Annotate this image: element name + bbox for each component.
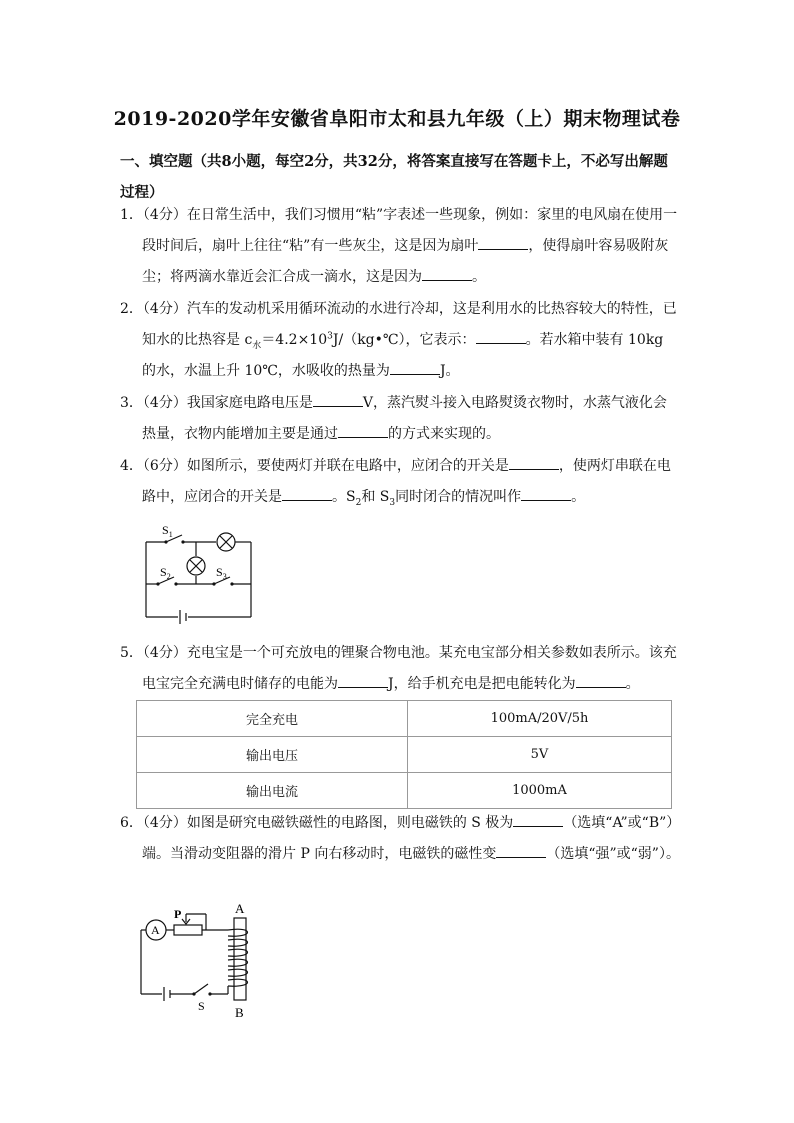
q4-sub-3: 3 — [389, 497, 396, 508]
q2-text-c: J/（kg•℃），它表示： — [332, 332, 476, 348]
power-bank-spec-table — [136, 700, 672, 809]
table-cell: 完全充电 — [137, 701, 408, 737]
q1-text-b: ，使得扇叶容易吸附灰尘；将两滴水靠近会汇合成一滴水，这是因为 — [142, 238, 669, 285]
q4-text-a: 4．（6分）如图所示，要使两灯并联在电路中，应闭合的开关是 — [120, 458, 509, 474]
q2-text-b: ＝4.2×10 — [261, 332, 328, 348]
q2-text-e: J。 — [439, 363, 460, 379]
parallel-series-circuit-diagram — [136, 520, 266, 625]
q4-text-f: 。 — [571, 489, 586, 505]
table-cell: 5V — [408, 737, 672, 773]
label-s2: $S_2$ — [160, 565, 171, 581]
q1-text-a: 1．（4分）在日常生活中，我们习惯用“粘”字表述一些现象，例如：家里的电风扇在使用一段时间后，扇叶上往往“粘”有一些灰尘，这是因为扇叶 — [120, 207, 678, 254]
q3-text-b: V，蒸汽熨斗接入电路熨烫衣物时，水蒸气液化会 — [362, 395, 667, 411]
q6-text-b: （选填“A”或“B”）端。当滑动变阻器的滑片 P 向右移动时，电磁铁的磁性变 — [142, 815, 674, 862]
table-cell: 1000mA — [408, 773, 672, 809]
q3-blank-1 — [313, 392, 363, 407]
label-s1: $S_1$ — [162, 523, 173, 539]
q5-text-b: J，给手机充电是把电能转化为 — [388, 676, 576, 692]
question-4 — [120, 451, 680, 513]
q4-blank-2 — [282, 486, 332, 501]
table-cell: 100mA/20V/5h — [408, 701, 672, 737]
label-s3: $S_3$ — [216, 565, 227, 581]
q5-text-c: 。 — [625, 676, 640, 692]
q1-text-c: 。 — [472, 269, 486, 285]
q4-blank-1 — [509, 455, 559, 470]
table-row — [137, 773, 672, 809]
switch-label-s: S — [198, 999, 205, 1013]
page-title: 2019-2020学年安徽省阜阳市太和县九年级（上）期末物理试卷 — [113, 108, 681, 130]
q6-blank-1 — [513, 812, 563, 827]
q4-sub-2: 2 — [355, 497, 362, 508]
question-2 — [120, 294, 680, 387]
question-5 — [120, 638, 680, 700]
slider-label-p: P — [174, 907, 182, 921]
pole-label-b: B — [235, 1005, 244, 1020]
q6-blank-2 — [496, 843, 546, 858]
q5-text-a: 5．（4分）充电宝是一个可充放电的锂聚合物电池。某充电宝部分相关参数如表所示。该充电宝完全充满电时储存的电能为 — [120, 645, 677, 692]
question-1 — [120, 200, 680, 293]
table-cell: 输出电压 — [137, 737, 408, 773]
q4-blank-3 — [521, 486, 571, 501]
q3-text-d: 的方式来实现的。 — [388, 426, 500, 442]
q4-text-b: ，使两灯串联在电路中，应闭合的开关是 — [142, 458, 671, 505]
q1-blank-2 — [422, 266, 472, 281]
q1-blank-1 — [478, 235, 528, 250]
electromagnet-circuit-diagram — [136, 900, 276, 1022]
q4-text-e: 同时闭合的情况叫作 — [395, 489, 522, 505]
section-heading: 一、填空题（共8小题，每空2分，共32分，将答案直接写在答题卡上，不必写出解题过程） — [120, 153, 668, 201]
table-row — [137, 737, 672, 773]
q3-blank-2 — [338, 423, 388, 438]
q2-text-d: 。若水箱中装有 10kg 的水，水温上升 10℃，水吸收的热量为 — [142, 332, 664, 379]
question-6 — [120, 808, 680, 870]
q2-blank-1 — [476, 329, 526, 344]
pole-label-a: A — [235, 901, 245, 916]
q2-sub-water: 水 — [252, 340, 262, 351]
q6-text-a: 6．（4分）如图是研究电磁铁磁性的电路图，则电磁铁的 S 极为 — [120, 815, 514, 831]
q5-blank-1 — [338, 673, 388, 688]
q4-text-c: 。S — [332, 489, 356, 505]
q3-text-c: 热量，衣物内能增加主要是通过 — [142, 426, 338, 442]
ammeter-label: A — [151, 923, 160, 937]
q2-blank-2 — [390, 360, 440, 375]
q6-text-c: （选填“强”或“弱”）。 — [546, 846, 680, 862]
q2-sup-3: 3 — [327, 331, 333, 342]
q5-blank-2 — [576, 673, 626, 688]
q2-text-a: 2．（4分）汽车的发动机采用循环流动的水进行冷却，这是利用水的比热容较大的特性，已知水的比热容是 c — [120, 301, 677, 348]
question-3 — [120, 388, 680, 450]
q3-text-a: 3．（4分）我国家庭电路电压是 — [120, 395, 313, 411]
q4-text-d: 和 S — [361, 489, 390, 505]
table-cell: 输出电流 — [137, 773, 408, 809]
table-row — [137, 701, 672, 737]
